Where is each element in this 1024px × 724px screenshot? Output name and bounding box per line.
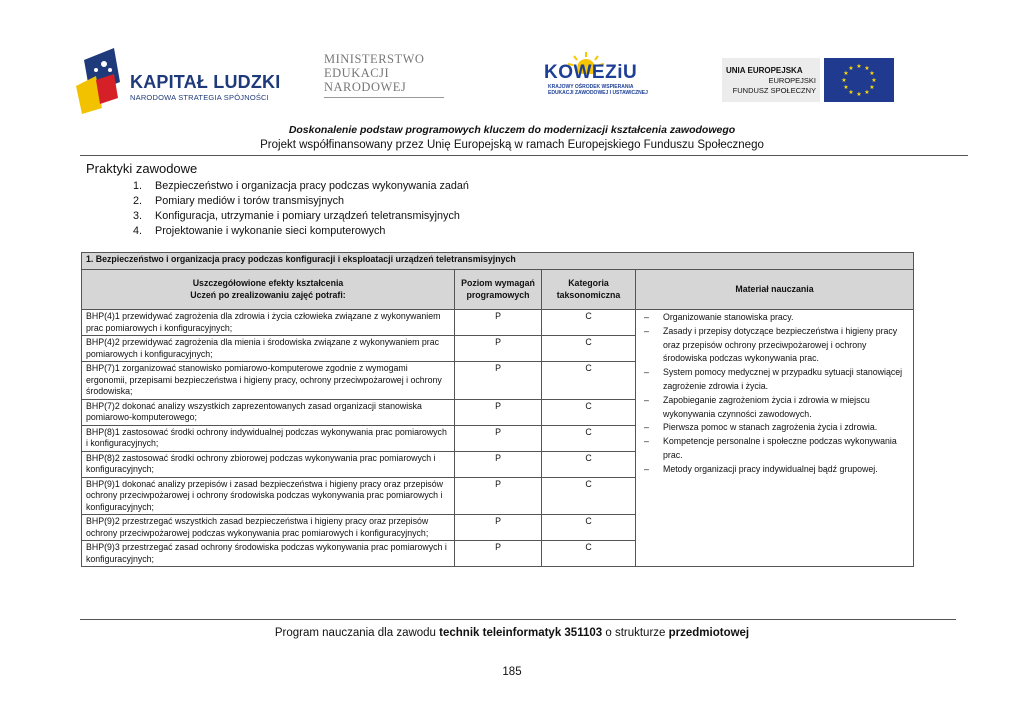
effect-cell: BHP(9)1 dokonać analizy przepisów i zasad bezpieczeństwa i higieny pracy oraz przepisów ochrony przeciwpożarowej i ochrony środowiska podczas wykonywania prac pomiarowych i konfiguracyjnych; [82,477,455,515]
project-cofinancing: Projekt współfinansowany przez Unię Europejską w ramach Europejskiego Funduszu Społecznego [260,139,764,151]
category-cell: C [542,336,636,362]
svg-text:★: ★ [869,84,875,91]
level-cell: P [455,515,542,541]
level-cell: P [455,477,542,515]
koweziu-title: KOWEZiU [544,62,638,83]
header-category: Kategoria taksonomiczna [542,270,636,310]
footer-prefix: Program nauczania dla zawodu [274,627,440,639]
section-title: Praktyki zawodowe [86,161,198,176]
list-item-number: 4. [133,225,143,237]
footer-middle: o strukturze [602,627,669,639]
material-item: – Metody organizacji pracy indywidualnej bądź grupowej. [640,463,909,477]
category-cell: C [542,399,636,425]
footer-structure: przedmiotowej [668,627,750,639]
material-item: – System pomocy medycznej w przypadku sytuacji stanowiącej zagrożenie zdrowia i życia. [640,366,909,394]
practice-list [133,179,469,239]
effect-cell: BHP(4)2 przewidywać zagrożenia dla mienia i środowiska związane z wykonywaniem prac pomiarowych i konfiguracyjnych; [82,336,455,362]
category-cell: C [542,515,636,541]
ministerstwo-logo [324,52,454,107]
list-item [133,179,469,194]
ministerstwo-line3: NARODOWEJ [324,80,407,94]
effect-cell: BHP(4)1 przewidywać zagrożenia dla zdrowia i życia człowieka związane z wykonywaniem prac pomiarowych i konfiguracyjnych; [82,310,455,336]
material-list [640,311,909,477]
category-cell: C [542,451,636,477]
level-cell: P [455,336,542,362]
table-caption: 1. Bezpieczeństwo i organizacja pracy podczas konfiguracji i eksploatacji urządzeń teletransmisyjnych [82,253,914,270]
footer-profession: technik teleinformatyk 351103 [439,627,603,639]
eu-line1: UNIA EUROPEJSKA [726,66,803,75]
list-item-number: 1. [133,180,143,192]
list-item [133,224,469,239]
list-item-number: 2. [133,195,143,207]
level-cell: P [455,310,542,336]
eu-logo [722,58,894,102]
list-item-text: Pomiary mediów i torów transmisyjnych [155,195,344,207]
koweziu-sub1: KRAJOWY OŚRODEK WSPIERANIA [548,84,634,90]
svg-text:★: ★ [841,77,847,84]
effect-cell: BHP(9)3 przestrzegać zasad ochrony środowiska podczas wykonywania prac pomiarowych i konfiguracyjnych; [82,541,455,567]
kapital-ludzki-logo [74,46,284,116]
svg-text:★: ★ [843,84,849,91]
footer-text [80,627,944,639]
effect-cell: BHP(7)1 zorganizować stanowisko pomiarowo-komputerowe zgodnie z wymogami ergonomii, przepisami bezpieczeństwa i higieny pracy, ochrony przeciwpożarowej i ochrony środowiska; [82,362,455,400]
material-item: – Organizowanie stanowiska pracy. [640,311,909,325]
svg-text:★: ★ [856,63,862,70]
level-cell: P [455,541,542,567]
material-item: – Pierwsza pomoc w stanach zagrożenia życia i zdrowia. [640,421,909,435]
material-item: – Kompetencje personalne i społeczne podczas wykonywania prac. [640,435,909,463]
koweziu-sub2: EDUKACJI ZAWODOWEJ I USTAWICZNEJ [548,90,648,96]
category-cell: C [542,362,636,400]
svg-text:★: ★ [843,70,849,77]
svg-text:★: ★ [869,70,875,77]
svg-text:★: ★ [856,91,862,98]
material-item: – Zapobieganie zagrożeniom życia i zdrowia w miejscu wykonywania czynności zawodowych. [640,394,909,422]
footer-divider [80,619,956,620]
ministerstwo-line1: MINISTERSTWO [324,52,425,66]
koweziu-subtitle [548,84,648,96]
table-row [82,310,914,336]
ministerstwo-line2: EDUKACJI [324,66,390,80]
curriculum-table [81,252,914,567]
list-item-text: Konfiguracja, utrzymanie i pomiary urządzeń teletransmisyjnych [155,210,460,222]
list-item [133,194,469,209]
header-effects-line2: Uczeń po zrealizowaniu zajęć potrafi: [190,289,346,300]
category-cell: C [542,477,636,515]
list-item-number: 3. [133,210,143,222]
list-item-text: Projektowanie i wykonanie sieci komputerowych [155,225,386,237]
effect-cell: BHP(8)2 zastosować środki ochrony zbiorowej podczas wykonywania prac pomiarowych i konfiguracyjnych; [82,451,455,477]
material-item: – Zasady i przepisy dotyczące bezpieczeństwa i higieny pracy oraz przepisów ochrony przeciwpożarowej i ochrony środowiska podczas wykonywania prac. [640,325,909,366]
level-cell: P [455,425,542,451]
svg-text:★: ★ [848,65,854,72]
header-effects [82,270,455,310]
eu-line2: EUROPEJSKI [768,76,816,85]
list-item [133,209,469,224]
project-title: Doskonalenie podstaw programowych kluczem do modernizacji kształcenia zawodowego [288,124,736,136]
eu-text-box [722,58,820,102]
effect-cell: BHP(8)1 zastosować środki ochrony indywidualnej podczas wykonywania prac pomiarowych i konfiguracyjnych; [82,425,455,451]
level-cell: P [455,362,542,400]
list-item-text: Bezpieczeństwo i organizacja pracy podczas wykonywania zadań [155,180,469,192]
header-level: Poziom wymagań programowych [455,270,542,310]
level-cell: P [455,451,542,477]
eu-line3: FUNDUSZ SPOŁECZNY [732,86,816,95]
page-number: 185 [502,666,522,678]
eu-flag-icon [824,58,894,102]
koweziu-logo [540,52,655,104]
header-divider [80,155,968,156]
kapital-ludzki-subtitle: NARODOWA STRATEGIA SPÓJNOŚCI [130,93,269,102]
svg-text:★: ★ [848,89,854,96]
category-cell: C [542,541,636,567]
svg-text:★: ★ [871,77,877,84]
ministerstwo-underline [324,97,444,98]
effect-cell: BHP(9)2 przestrzegać wszystkich zasad bezpieczeństwa i higieny pracy oraz przepisów ochrony przeciwpożarowej podczas wykonywania prac pomiarowych i konfiguracyjnych; [82,515,455,541]
material-cell [636,310,914,567]
header-material: Materiał nauczania [636,270,914,310]
kapital-ludzki-title: KAPITAŁ LUDZKI [130,72,281,92]
category-cell: C [542,310,636,336]
effect-cell: BHP(7)2 dokonać analizy wszystkich zaprezentowanych zasad organizacji stanowiska pomiarowo-komputerowego; [82,399,455,425]
header-effects-line1: Uszczegółowione efekty kształcenia [192,278,344,288]
svg-text:★: ★ [864,65,870,72]
eu-stars-icon [824,58,894,102]
kapital-ludzki-emblem-icon [74,46,126,116]
level-cell: P [455,399,542,425]
category-cell: C [542,425,636,451]
svg-text:★: ★ [864,89,870,96]
